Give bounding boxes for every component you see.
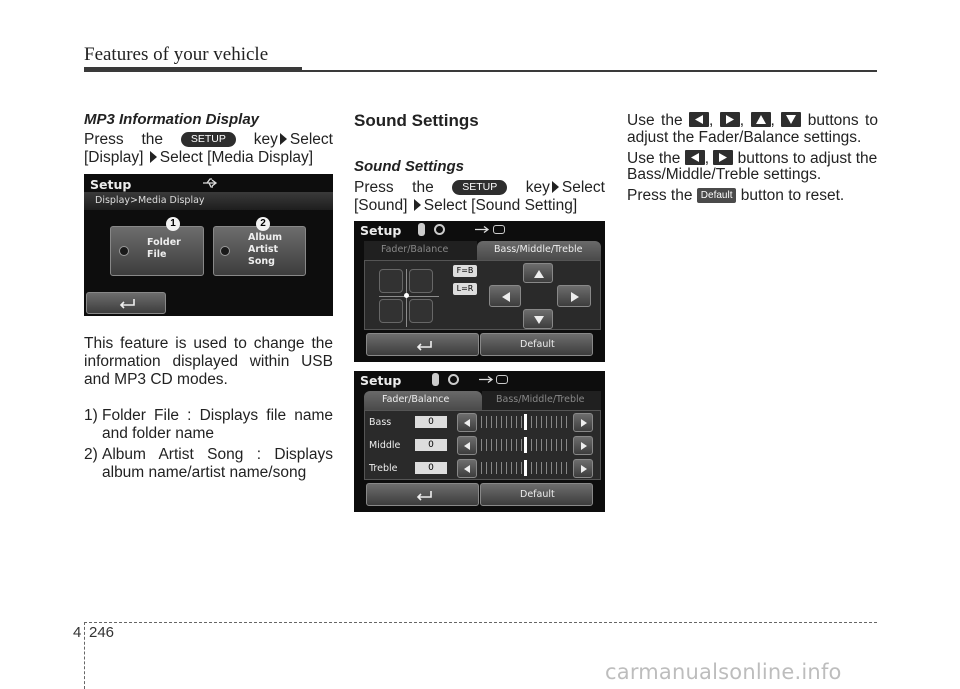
down-button[interactable] [523,309,553,329]
eq-value: 0 [415,416,447,428]
left-button-icon [685,150,705,165]
option-line: Artist [248,244,279,255]
key-word: key [253,131,278,148]
marker-2: 2 [256,217,270,231]
left-arrow-icon [464,465,470,473]
instruction-text: button to reset. [740,187,845,204]
left-button-icon [689,112,709,127]
eq-value: 0 [415,439,447,451]
usb-icon [474,224,490,235]
middle-increase-button[interactable] [573,436,593,455]
tab-label: Fader/Balance [382,394,450,405]
usb-icon [478,374,494,385]
treble-increase-button[interactable] [573,459,593,478]
sound-setting-text: Select [Sound Setting] [423,197,578,214]
tab-fader-balance[interactable] [364,241,477,260]
bluetooth-icon [432,373,439,386]
balance-point[interactable] [404,293,409,298]
setup-key-icon: SETUP [452,180,507,195]
watermark: carmanualsonline.info [605,660,842,684]
right-arrow-icon [581,419,587,427]
desc-line: and MP3 CD modes. [84,371,228,388]
mp3-instruction-line2 [84,149,333,167]
tab-fader-balance[interactable] [364,391,482,410]
media-display-screen [84,174,333,316]
fader-balance-screen [354,221,605,362]
up-button[interactable] [523,263,553,283]
tab-label: Fader/Balance [381,244,449,255]
select-word: Select [289,131,333,148]
eq-row-label: Bass [369,417,392,428]
sound-menu-text: [Sound] [354,197,408,214]
back-button[interactable] [366,483,479,506]
back-arrow-icon [118,298,136,309]
chapter-number: 4 [73,624,82,641]
tab-bass-middle-treble[interactable] [482,391,601,410]
setup-key-icon: SETUP [181,132,236,147]
col3-line2: adjust the Fader/Balance settings. [627,129,862,146]
desc-line: This feature is used to change the [84,335,333,352]
right-button[interactable] [557,285,591,307]
default-button[interactable] [480,333,593,356]
up-arrow-icon [534,270,544,278]
col3-line5 [627,187,844,205]
default-label: Default [520,489,555,500]
sound-instruction-line1 [354,179,605,197]
instruction-text: buttons to adjust the [737,150,878,167]
screen-title: Setup [360,223,402,238]
section-heading: Sound Settings [354,111,479,130]
left-arrow-icon [502,292,510,302]
ipod-icon [493,225,505,234]
seats-graphic [379,269,439,327]
treble-slider[interactable] [481,462,571,474]
left-arrow-icon [464,419,470,427]
album-artist-song-option[interactable] [213,226,306,276]
arrow-right-icon [280,133,287,145]
bass-increase-button[interactable] [573,413,593,432]
right-arrow-icon [571,292,579,302]
back-button[interactable] [86,292,166,314]
option-line: File [147,249,167,260]
back-arrow-icon [415,490,433,501]
slider-thumb[interactable] [524,437,527,453]
slider-thumb[interactable] [524,414,527,430]
down-button-icon [781,112,801,127]
fb-value: F=B [453,265,477,277]
right-button-icon [720,112,740,127]
eq-row-label: Treble [369,463,398,474]
footer-rule [84,622,877,623]
page-header-title: Features of your vehicle [84,44,269,65]
middle-decrease-button[interactable] [457,436,477,455]
bluetooth-icon [418,223,425,236]
treble-decrease-button[interactable] [457,459,477,478]
list-item-line: Album Artist Song : Displays [102,446,333,463]
instruction-text: Press the [627,187,693,204]
instruction-text: Use the [627,112,683,129]
instruction-text: Press the [84,131,164,148]
sound-settings-heading: Sound Settings [354,158,464,175]
screen-title: Setup [90,177,132,192]
media-display-text: Select [Media Display] [159,149,314,166]
fader-panel [364,260,601,330]
option-line: Song [248,256,275,267]
eq-value: 0 [415,462,447,474]
default-key-icon: Default [697,188,737,203]
arrow-right-icon [414,199,421,211]
list-item-line: album name/artist name/song [102,464,307,481]
mp3-info-heading: MP3 Information Display [84,111,260,128]
default-label: Default [520,339,555,350]
instruction-text: Press the [354,179,434,196]
list-item-line: Folder File : Displays file name [102,407,333,424]
option-line: Folder [147,237,181,248]
bass-decrease-button[interactable] [457,413,477,432]
footer-divider [84,622,85,689]
option-line: Album [248,232,283,243]
back-arrow-icon [415,340,433,351]
back-button[interactable] [366,333,479,356]
radio-icon [220,246,230,256]
header-rule [302,70,877,72]
col3-line1: Use the , , , buttons to [627,112,878,129]
tab-label: Bass/Middle/Treble [496,394,585,405]
arrow-right-icon [552,181,559,193]
left-arrow-icon [464,442,470,450]
display-menu-text: [Display] [84,149,144,166]
key-word: key [525,179,550,196]
sound-instruction-line2 [354,197,605,215]
marker-1: 1 [166,217,180,231]
bass-middle-treble-screen [354,371,605,512]
instruction-text: Use the [627,150,681,167]
mp3-instruction-line1 [84,131,333,149]
lr-value: L=R [453,283,477,295]
list-num: 2) [84,446,98,463]
right-button-icon [713,150,733,165]
radio-icon [119,246,129,256]
breadcrumb-bar [84,192,333,210]
instruction-text [526,179,605,196]
default-button[interactable] [480,483,593,506]
tab-label: Bass/Middle/Treble [494,244,583,255]
instruction-text: buttons to [807,112,878,129]
slider-thumb[interactable] [524,460,527,476]
left-button[interactable] [489,285,521,307]
header-bar [84,67,302,72]
desc-line: information displayed within USB [84,353,333,370]
col3-line4: Bass/Middle/Treble settings. [627,166,822,183]
down-arrow-icon [534,316,544,324]
page-number: 246 [89,624,115,641]
screen-title: Setup [360,373,402,388]
breadcrumb: Display>Media Display [95,195,205,206]
folder-file-option[interactable] [110,226,204,276]
option-label [147,237,181,261]
ipod-icon [496,375,508,384]
middle-slider[interactable] [481,439,571,451]
list-item-line: and folder name [102,425,215,442]
list-num: 1) [84,407,98,424]
right-arrow-icon [581,465,587,473]
option-label [248,232,282,268]
right-arrow-icon [581,442,587,450]
select-word: Select [561,179,605,196]
disc-icon [448,374,459,385]
eq-row-label: Middle [369,440,401,451]
instruction-text [254,131,333,148]
disc-icon [434,224,445,235]
arrow-right-icon [150,151,157,163]
bass-slider[interactable] [481,416,571,428]
col3-line3: Use the , buttons to adjust the [627,150,878,167]
up-button-icon [751,112,771,127]
tab-bass-middle-treble[interactable] [477,241,601,260]
eq-panel [364,410,601,480]
